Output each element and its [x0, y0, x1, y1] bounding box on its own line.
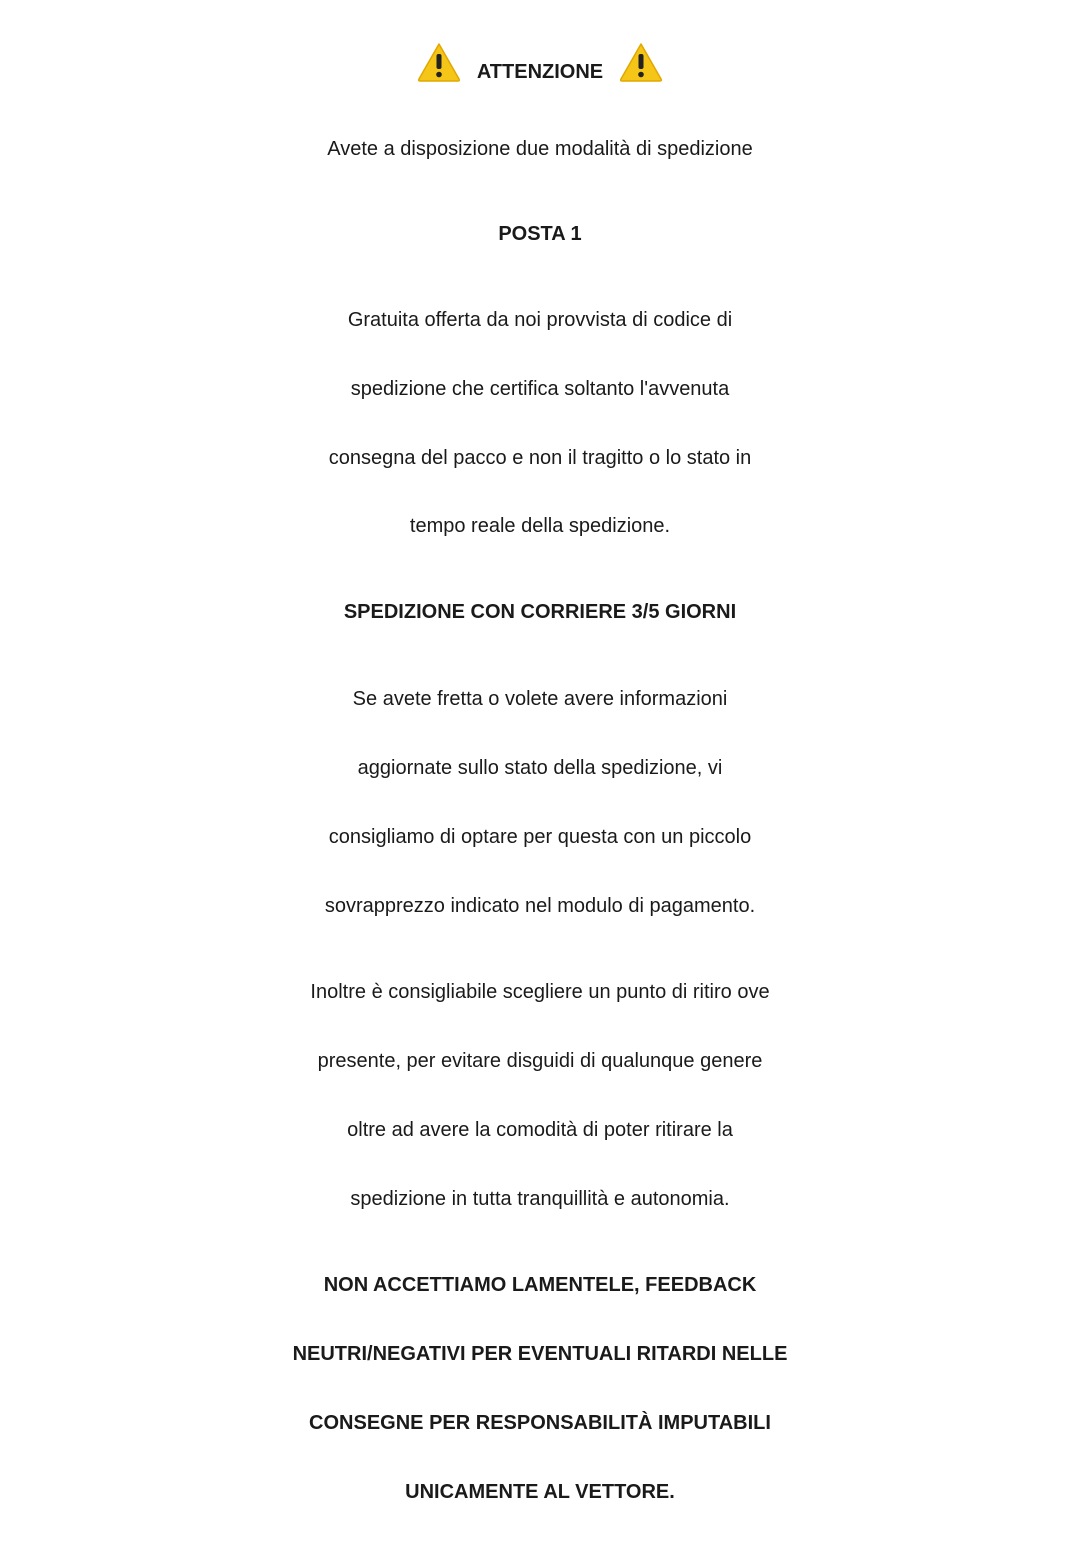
corriere-line: Se avete fretta o volete avere informazioni [352, 688, 728, 710]
ritiro-line: spedizione in tutta tranquillità e autonomia. [350, 1188, 730, 1210]
disclaimer-line: NEUTRI/NEGATIVI PER EVENTUALI RITARDI NELLE [292, 1343, 788, 1365]
disclaimer-line: NON ACCETTIAMO LAMENTELE, FEEDBACK [323, 1274, 757, 1296]
posta1-line: Gratuita offerta da noi provvista di codice di [347, 309, 733, 331]
warning-icon [417, 42, 461, 82]
posta1-line: spedizione che certifica soltanto l'avvenuta [350, 378, 730, 400]
disclaimer-line: UNICAMENTE AL VETTORE. [405, 1481, 675, 1503]
warning-icon [619, 42, 663, 82]
posta1-line: tempo reale della spedizione. [409, 515, 671, 537]
ritiro-line: oltre ad avere la comodità di poter ritirare la [347, 1119, 733, 1141]
intro-text: Avete a disposizione due modalità di spedizione [327, 138, 753, 160]
corriere-line: aggiornate sullo stato della spedizione, vi [357, 757, 723, 779]
posta1-heading: POSTA 1 [498, 223, 582, 245]
notice-title: ATTENZIONE [476, 61, 604, 83]
corriere-line: sovrapprezzo indicato nel modulo di pagamento. [324, 895, 756, 917]
notice-title-row [0, 42, 1080, 94]
corriere-line: consigliamo di optare per questa con un piccolo [328, 826, 752, 848]
corriere-heading: SPEDIZIONE CON CORRIERE 3/5 GIORNI [343, 601, 737, 623]
ritiro-line: presente, per evitare disguidi di qualunque genere [317, 1050, 763, 1072]
ritiro-line: Inoltre è consigliabile scegliere un punto di ritiro ove [310, 981, 770, 1003]
disclaimer-line: CONSEGNE PER RESPONSABILITÀ IMPUTABILI [309, 1412, 771, 1434]
posta1-line: consegna del pacco e non il tragitto o lo stato in [328, 447, 752, 469]
